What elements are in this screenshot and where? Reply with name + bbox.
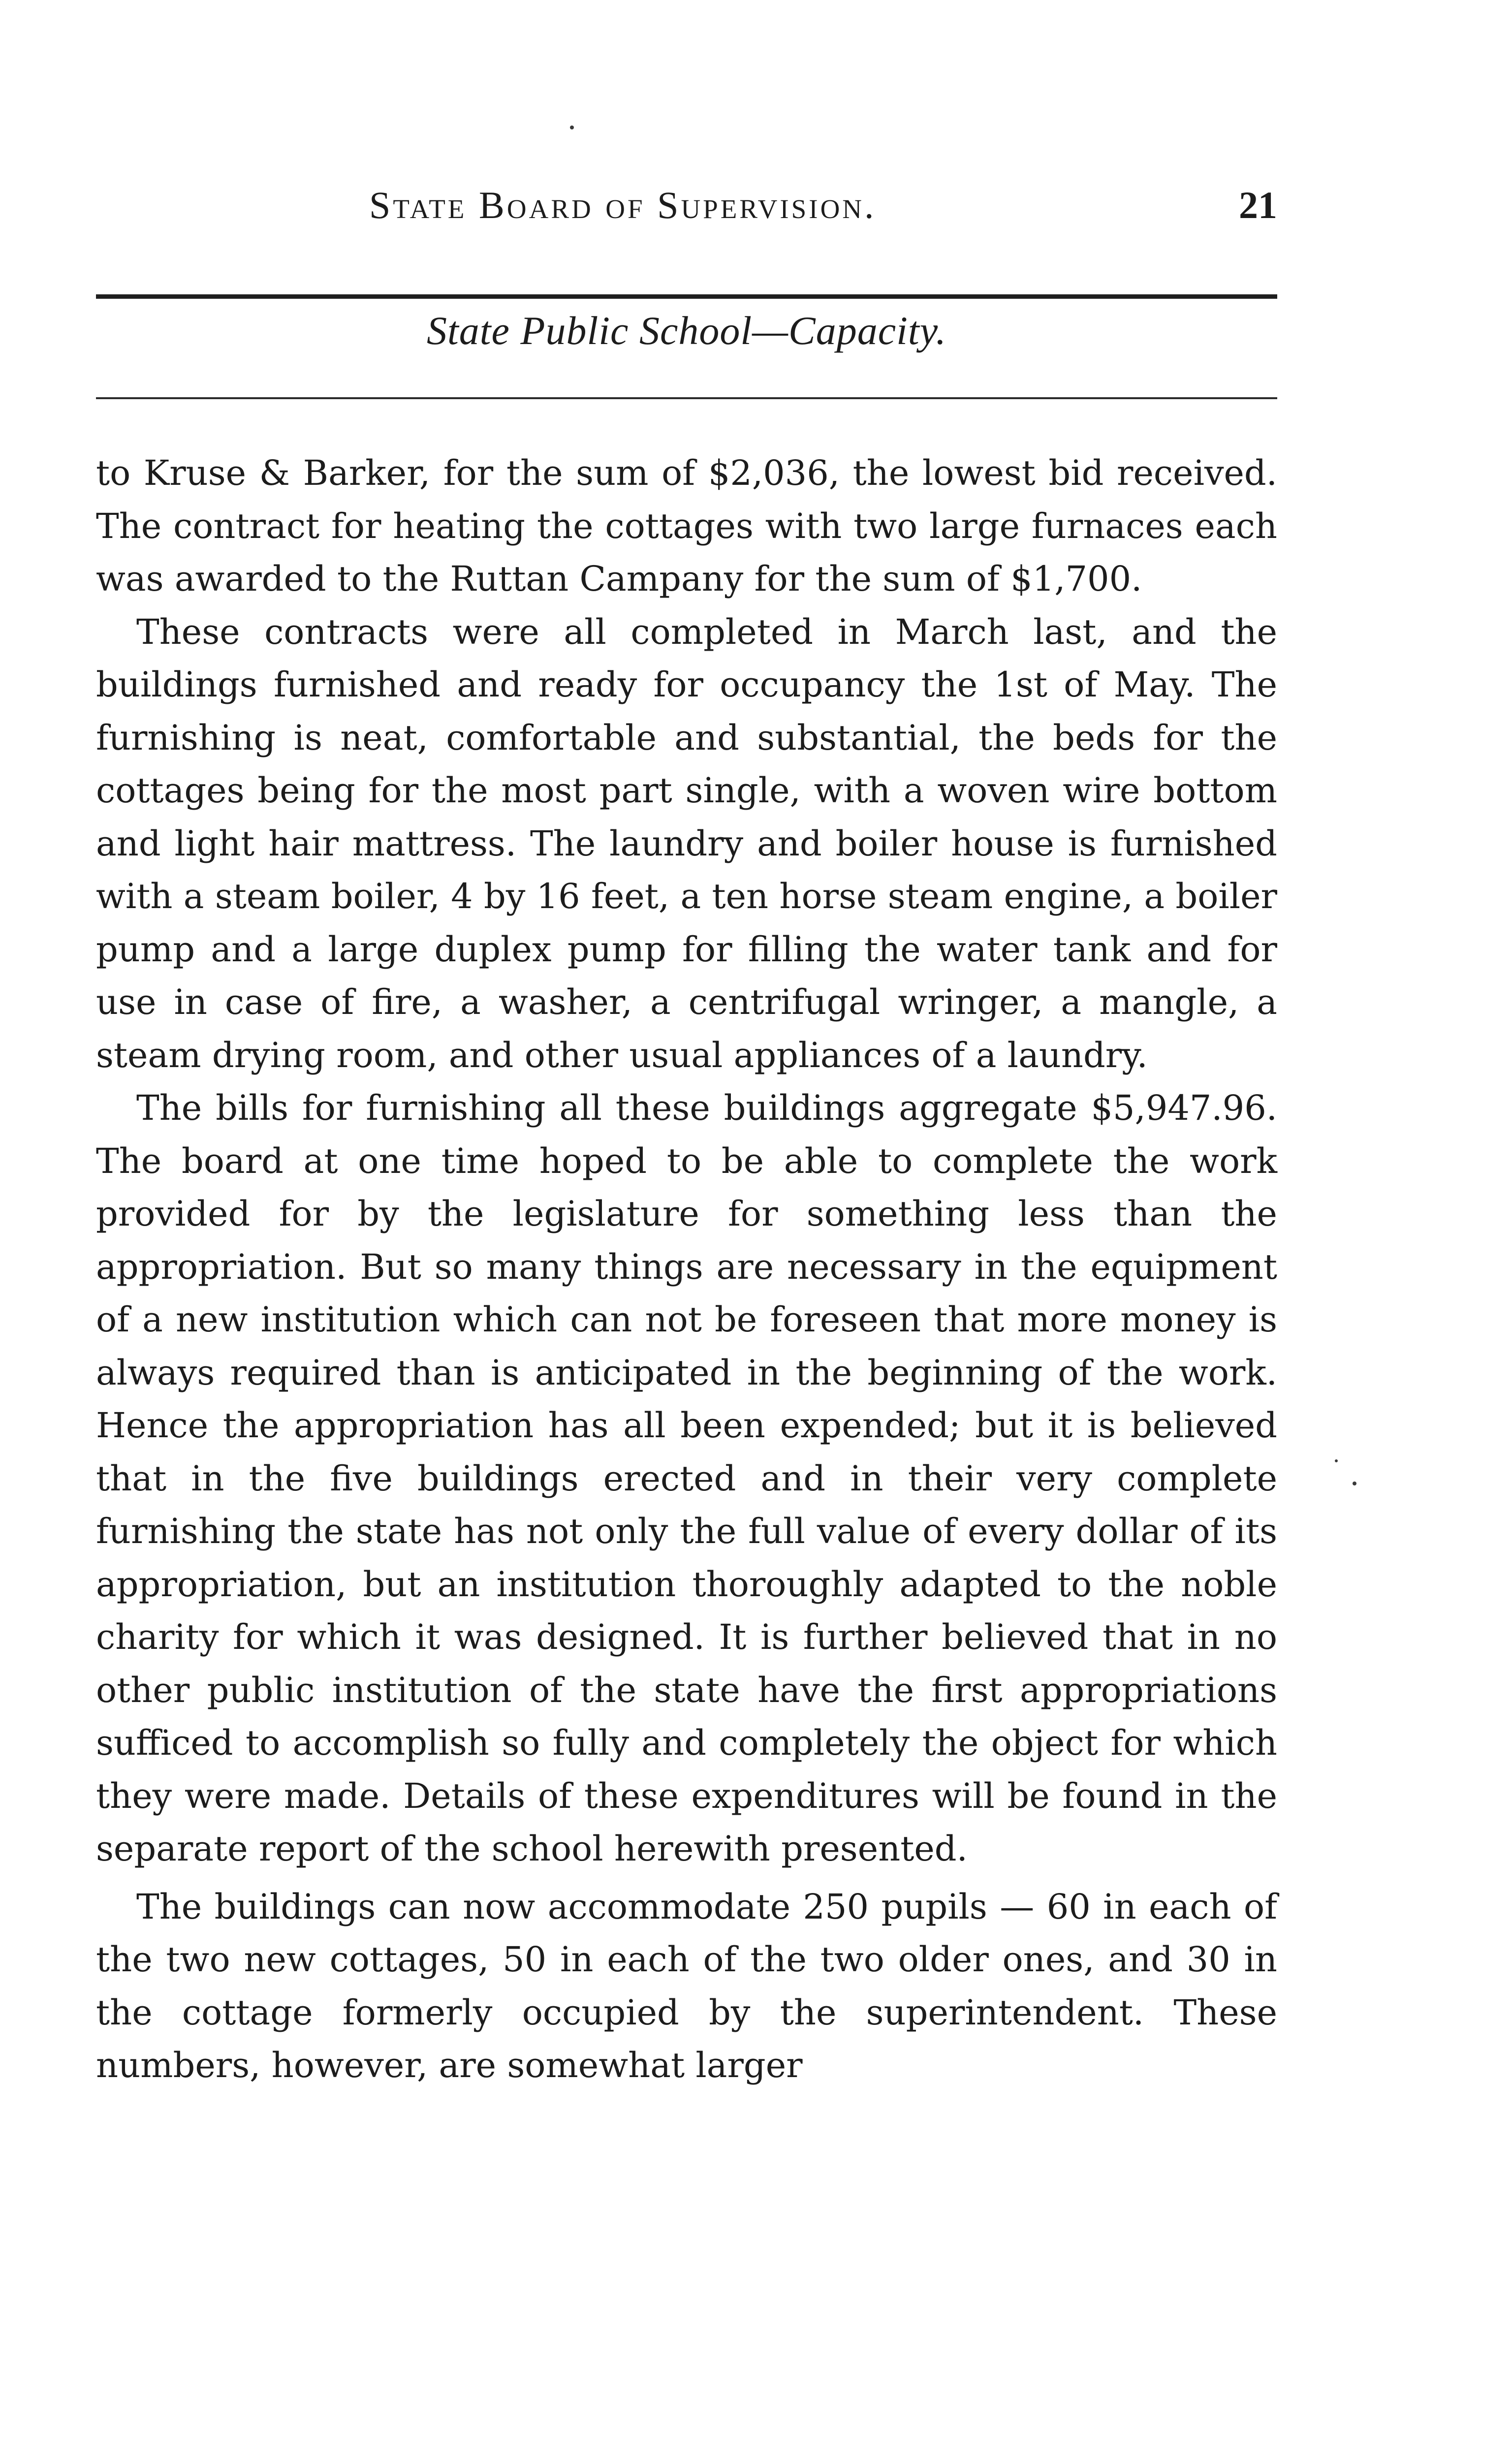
- header-rule: [96, 294, 1277, 299]
- paragraph: The buildings can now accommodate 250 pupils — 60 in each of the two new cottages, 50 in each of the two older ones, and 30 in the cottage formerly occupied by the superintendent. These numbers, however, are somewhat larger: [96, 1886, 1277, 2085]
- paragraph: These contracts were all completed in March last, and the buildings furnished and ready for occupancy the 1st of May. The furnishing is neat, comfortable and substantial, the beds for the cottages being for the most part single, with a woven wire bottom and light hair mattress. The laundry and boiler house is furnished with a steam boiler, 4 by 16 feet, a ten horse steam engine, a boiler pump and a large duplex pump for filling the water tank and for use in case of fire, a washer, a centrifugal wringer, a mangle, a steam drying room, and other usual appliances of a laundry.: [96, 611, 1277, 1075]
- running-head: [96, 183, 1277, 237]
- paragraph: to Kruse & Barker, for the sum of $2,036, the lowest bid received. The contract for heating the cottages with two large furnaces each was awarded to the Ruttan Campany for the sum of $1,700.: [96, 453, 1277, 599]
- print-speck: [570, 126, 574, 129]
- print-speck: [1335, 1459, 1338, 1462]
- page-number: 21: [1239, 184, 1277, 226]
- print-speck: [1353, 1482, 1356, 1485]
- running-title: State Board of Supervision.: [369, 184, 877, 226]
- section-rule: [96, 397, 1277, 399]
- body-text: [96, 447, 1277, 2092]
- paragraph: The bills for furnishing all these buildings aggregate $5,947.96. The board at one time hoped to be able to complete the work provided for by the legislature for something less than the appropriation. But so many things are necessary in the equipment of a new institution which can not be foreseen that more money is always required than is anticipated in the beginning of the work. Hence the appropriation has all been expended; but it is believed that in the five buildings erected and in their very complete furnishing the state has not only the full value of every dollar of its appropriation, but an institution thoroughly adapted to the noble charity for which it was designed. It is further believed that in no other public institution of the state have the first appropriations sufficed to accomplish so fully and completely the object for which they were made. Details of these expenditures will be found in the separate report of the school herewith presented.: [96, 1088, 1277, 1869]
- section-heading: State Public School—Capacity.: [426, 308, 947, 353]
